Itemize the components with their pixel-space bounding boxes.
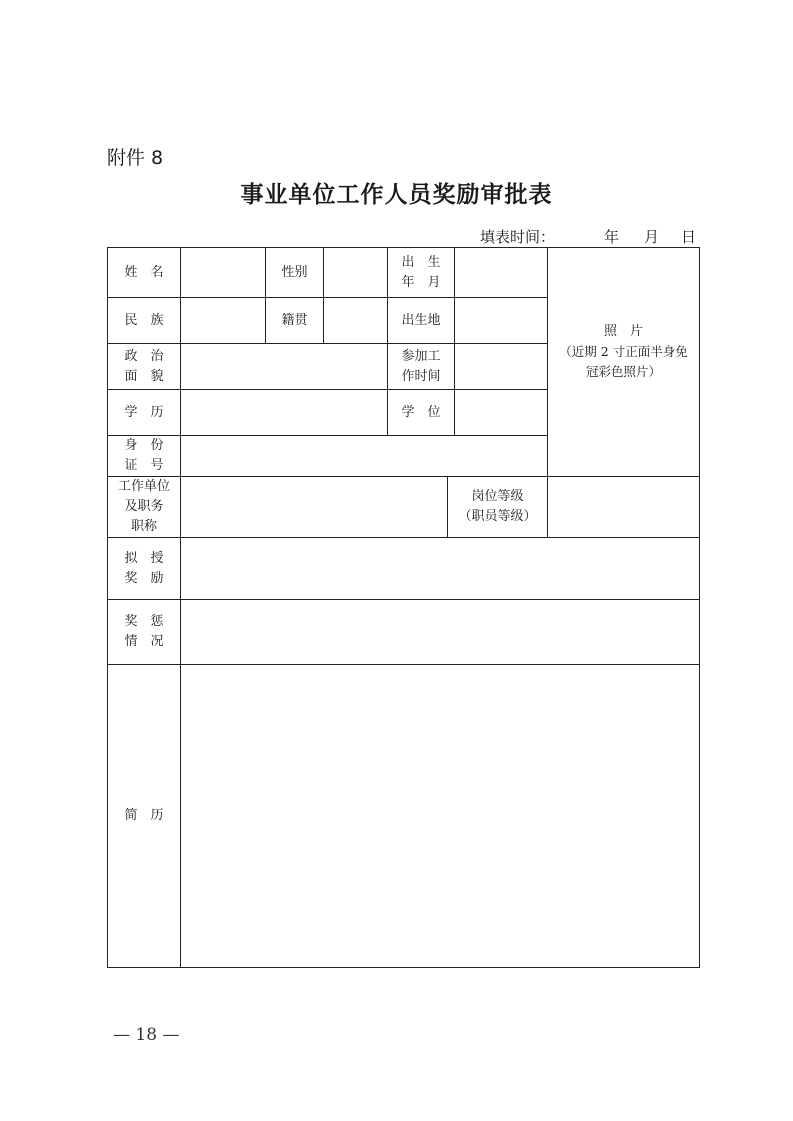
work-start-field[interactable]: [455, 344, 547, 389]
id-number-field[interactable]: [181, 436, 547, 476]
approval-form-table: [107, 247, 700, 968]
fill-date-line: [480, 226, 700, 246]
name-label: 姓 名: [124, 264, 164, 280]
resume-label: 简 历: [124, 808, 164, 823]
attachment-label: 附件 8: [107, 147, 164, 169]
work-unit-field[interactable]: [181, 477, 447, 537]
fill-date-month: 月: [644, 228, 660, 246]
fill-date-label: 填表时间：: [480, 228, 556, 246]
work-start-label: 参加工 作时间: [401, 348, 441, 384]
birth-date-field[interactable]: [455, 248, 547, 297]
political-status-field[interactable]: [181, 344, 387, 389]
post-grade-label: 岗位等级 （职员等级）: [458, 489, 537, 524]
page-title: 事业单位工作人员奖励审批表: [240, 181, 553, 208]
native-place-field[interactable]: [324, 298, 387, 343]
fill-date-day: 日: [681, 228, 697, 246]
gender-label: 性别: [281, 264, 308, 280]
ethnicity-field[interactable]: [181, 298, 265, 343]
birthplace-label: 出生地: [401, 312, 441, 328]
rewards-punishments-field[interactable]: [181, 600, 699, 664]
id-number-label: 身 份 证 号: [124, 438, 164, 473]
education-label: 学 历: [124, 404, 164, 420]
photo-label: 照 片: [603, 324, 643, 339]
birth-date-label: 出 生 年 月: [401, 254, 441, 290]
birthplace-field[interactable]: [455, 298, 547, 343]
resume-field[interactable]: [181, 665, 699, 967]
post-grade-field[interactable]: [548, 477, 699, 537]
proposed-award-field[interactable]: [181, 538, 699, 599]
work-unit-label: 工作单位 及职务 职称: [117, 479, 170, 534]
degree-field[interactable]: [455, 390, 547, 435]
degree-label: 学 位: [401, 404, 441, 420]
fill-date-year: 年: [604, 228, 620, 246]
page-number: — 18 —: [113, 1025, 180, 1045]
proposed-award-label: 拟 授 奖 励: [124, 550, 164, 586]
photo-hint: （近期 2 寸正面半身免 冠彩色照片）: [559, 344, 688, 379]
native-place-label: 籍贯: [281, 312, 308, 328]
political-status-label: 政 治 面 貌: [124, 348, 164, 384]
name-field[interactable]: [181, 248, 265, 297]
rewards-punishments-label: 奖 惩 情 况: [124, 614, 164, 649]
ethnicity-label: 民 族: [124, 312, 164, 328]
education-field[interactable]: [181, 390, 387, 435]
gender-field[interactable]: [324, 248, 387, 297]
photo-area[interactable]: [548, 248, 699, 476]
